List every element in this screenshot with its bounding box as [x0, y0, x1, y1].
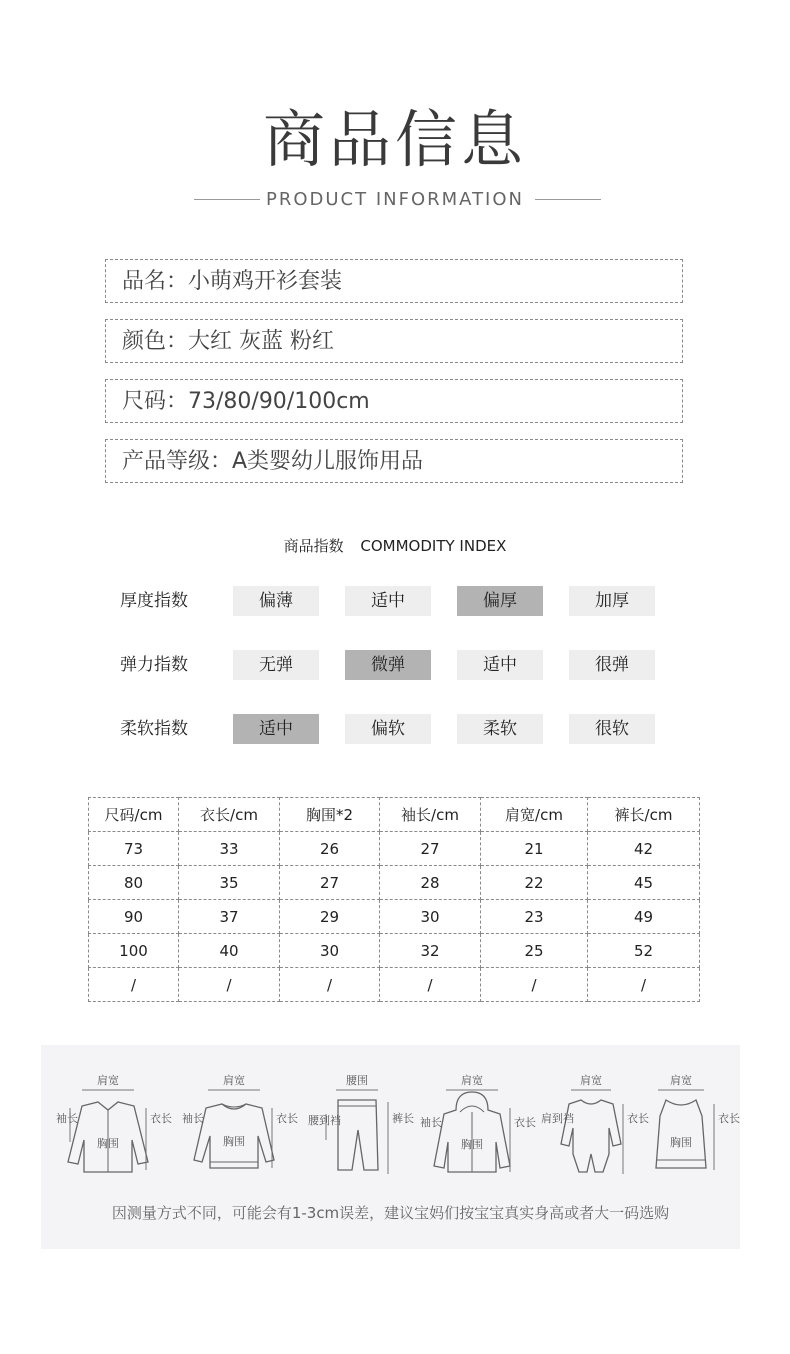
size-table-header-cell: 衣长/cm: [179, 798, 280, 832]
size-table-cell: /: [481, 968, 588, 1002]
info-size: 尺码：73/80/90/100cm: [105, 379, 683, 423]
size-table-row: [89, 832, 700, 866]
vest-right-label: 衣长: [718, 1112, 740, 1125]
commodity-index-title-cn: 商品指数: [283, 537, 344, 555]
commodity-index-title-en: COMMODITY INDEX: [360, 537, 507, 555]
size-table-cell: 33: [179, 832, 280, 866]
size-table-cell: 45: [588, 866, 700, 900]
vest-center-label: 胸围: [670, 1136, 692, 1149]
garment-vest: [630, 1070, 740, 1180]
index-option: 无弹: [233, 650, 319, 680]
romper-top-label: 肩宽: [580, 1074, 602, 1087]
page-subtitle: PRODUCT INFORMATION: [265, 189, 525, 210]
romper-left-label: 肩到裆: [541, 1112, 574, 1125]
page-title: 商品信息: [262, 103, 527, 176]
sweater-top-label: 肩宽: [223, 1074, 245, 1087]
size-table-cell: 30: [380, 900, 481, 934]
index-option: 微弹: [345, 650, 431, 680]
sweater-right-label: 衣长: [276, 1112, 298, 1125]
title-divider-right: [535, 199, 601, 200]
romper-right-label: 衣长: [627, 1112, 649, 1125]
index-option: 柔软: [457, 714, 543, 744]
index-option: 偏薄: [233, 586, 319, 616]
size-table-cell: 52: [588, 934, 700, 968]
size-table-cell: 80: [89, 866, 179, 900]
size-table-cell: 30: [280, 934, 380, 968]
size-table-header-cell: 肩宽/cm: [481, 798, 588, 832]
size-table-header: [89, 798, 700, 832]
size-table-cell: /: [380, 968, 481, 1002]
size-table-row: [89, 866, 700, 900]
size-table-cell: 21: [481, 832, 588, 866]
size-table-cell: 73: [89, 832, 179, 866]
hoodie-icon: [416, 1070, 536, 1180]
size-table-cell: 26: [280, 832, 380, 866]
size-table-cell: 27: [380, 832, 481, 866]
hoodie-top-label: 肩宽: [461, 1074, 483, 1087]
shirt-center-label: 胸围: [97, 1137, 119, 1150]
index-option: 很弹: [569, 650, 655, 680]
size-table-cell: 22: [481, 866, 588, 900]
size-table-cell: 27: [280, 866, 380, 900]
pants-icon: [304, 1070, 414, 1180]
size-table-header-cell: 胸围*2: [280, 798, 380, 832]
size-table-header-cell: 袖长/cm: [380, 798, 481, 832]
sweater-icon: [178, 1070, 298, 1180]
size-table-header-cell: 尺码/cm: [89, 798, 179, 832]
size-table-cell: 90: [89, 900, 179, 934]
size-table-cell: 28: [380, 866, 481, 900]
index-row-label: 弹力指数: [120, 655, 188, 675]
size-table-cell: 40: [179, 934, 280, 968]
commodity-index-title: [0, 536, 790, 556]
size-table-cell: 32: [380, 934, 481, 968]
size-table-cell: /: [280, 968, 380, 1002]
sweater-left-label: 袖长: [182, 1112, 204, 1125]
garment-sweater: [178, 1070, 298, 1180]
index-option: 加厚: [569, 586, 655, 616]
size-table-cell: /: [89, 968, 179, 1002]
vest-icon: [630, 1070, 740, 1180]
garment-hoodie: [416, 1070, 536, 1180]
pants-left-label: 腰到裆: [308, 1114, 341, 1127]
size-table-cell: 42: [588, 832, 700, 866]
index-option: 偏厚: [457, 586, 543, 616]
size-table-cell: 23: [481, 900, 588, 934]
garment-pants: [304, 1070, 414, 1180]
index-row-label: 厚度指数: [120, 591, 188, 611]
index-option: 适中: [233, 714, 319, 744]
size-table-cell: /: [179, 968, 280, 1002]
pants-top-label: 腰围: [346, 1074, 368, 1087]
shirt-top-label: 肩宽: [97, 1074, 119, 1087]
hoodie-right-label: 衣长: [514, 1116, 536, 1129]
size-table-cell: /: [588, 968, 700, 1002]
size-table-cell: 29: [280, 900, 380, 934]
size-table-cell: 100: [89, 934, 179, 968]
info-color: 颜色：大红 灰蓝 粉红: [105, 319, 683, 363]
hoodie-center-label: 胸围: [461, 1138, 483, 1151]
shirt-icon: [52, 1070, 172, 1180]
size-table-cell: 49: [588, 900, 700, 934]
size-table-row: [89, 968, 700, 1002]
vest-top-label: 肩宽: [670, 1074, 692, 1087]
info-grade: 产品等级：A类婴幼儿服饰用品: [105, 439, 683, 483]
size-table: [88, 797, 700, 1002]
shirt-left-label: 袖长: [56, 1112, 78, 1125]
measurement-note: 因测量方式不同，可能会有1-3cm误差，建议宝妈们按宝宝真实身高或者大一码选购: [111, 1204, 670, 1222]
size-table-cell: 35: [179, 866, 280, 900]
size-table-row: [89, 934, 700, 968]
garment-shirt: [52, 1070, 172, 1180]
index-option: 很软: [569, 714, 655, 744]
size-table-cell: 25: [481, 934, 588, 968]
pants-right-label: 裤长: [392, 1112, 414, 1125]
index-option: 适中: [345, 586, 431, 616]
shirt-right-label: 衣长: [150, 1112, 172, 1125]
size-table-header-cell: 裤长/cm: [588, 798, 700, 832]
hoodie-left-label: 袖长: [420, 1116, 442, 1129]
index-row-label: 柔软指数: [120, 719, 188, 739]
index-option: 适中: [457, 650, 543, 680]
sweater-center-label: 胸围: [223, 1135, 245, 1148]
info-name: 品名：小萌鸡开衫套装: [105, 259, 683, 303]
size-table-cell: 37: [179, 900, 280, 934]
size-table-row: [89, 900, 700, 934]
index-option: 偏软: [345, 714, 431, 744]
